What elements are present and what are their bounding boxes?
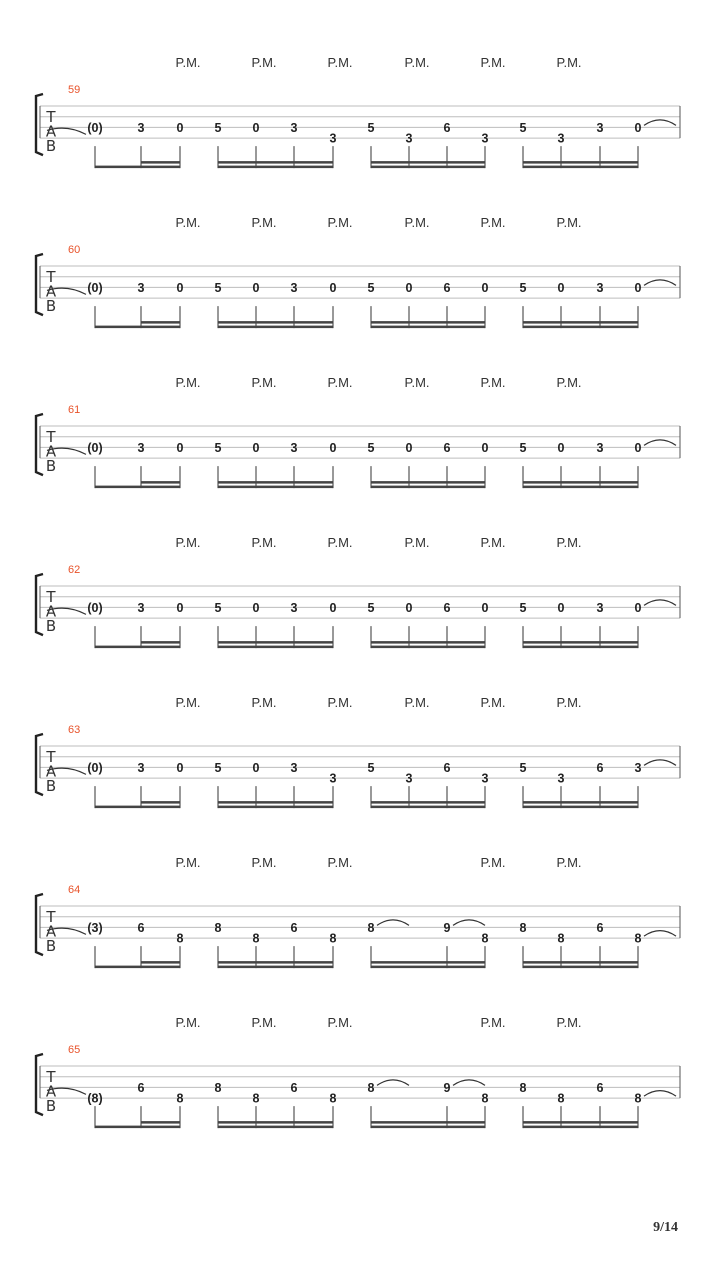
fret-number: 8 [367, 920, 375, 935]
palm-mute-label: P.M. [251, 55, 277, 70]
palm-mute-label: P.M. [251, 535, 277, 550]
fret-number: 6 [443, 600, 451, 615]
tab-clef-letter: B [45, 297, 57, 315]
beam-secondary [371, 961, 485, 964]
beam-secondary [523, 481, 638, 484]
fret-number: 0 [252, 600, 260, 615]
fret-number: 9 [443, 1080, 451, 1095]
fret-number: 5 [519, 120, 527, 135]
beam-primary [371, 486, 485, 489]
beam-primary [218, 966, 333, 969]
tab-clef-letter: B [45, 457, 57, 475]
palm-mute-label: P.M. [480, 1015, 506, 1030]
fret-number: 0 [176, 760, 184, 775]
tab-system-62 [36, 535, 680, 648]
fret-number: (0) [87, 760, 103, 775]
page-number: 9/14 [653, 1220, 678, 1235]
fret-number: 3 [405, 771, 413, 786]
beam-secondary [523, 321, 638, 324]
beam-primary [95, 966, 180, 969]
tie-arc [644, 760, 676, 766]
fret-number: 3 [329, 771, 337, 786]
fret-number: 0 [481, 440, 489, 455]
fret-number: 0 [329, 440, 337, 455]
tie-arc [644, 120, 676, 126]
palm-mute-label: P.M. [556, 855, 582, 870]
tab-clef-letter: B [45, 137, 57, 155]
beam-secondary [523, 161, 638, 164]
palm-mute-label: P.M. [251, 855, 277, 870]
beam-secondary [371, 1121, 485, 1124]
tie-arc [644, 600, 676, 606]
beam-primary [218, 806, 333, 809]
palm-mute-label: P.M. [480, 55, 506, 70]
measure-number: 63 [68, 724, 81, 736]
fret-number: 3 [290, 600, 298, 615]
beam-secondary [523, 801, 638, 804]
fret-number: 6 [596, 760, 604, 775]
fret-number: 0 [176, 120, 184, 135]
fret-number: 6 [137, 1080, 145, 1095]
fret-number: 6 [137, 920, 145, 935]
beam-primary [218, 486, 333, 489]
tab-clef-letter: T [46, 1068, 56, 1086]
fret-number: 8 [519, 920, 527, 935]
fret-number: 6 [290, 920, 298, 935]
beam-primary [523, 486, 638, 489]
fret-number: 0 [634, 120, 642, 135]
fret-number: 3 [557, 771, 565, 786]
fret-number: 3 [290, 120, 298, 135]
fret-number: 8 [176, 1091, 184, 1106]
fret-number: 5 [519, 440, 527, 455]
measure-number: 59 [68, 84, 81, 96]
beam-primary [95, 806, 180, 809]
fret-number: 0 [405, 440, 413, 455]
fret-number: 0 [557, 280, 565, 295]
palm-mute-label: P.M. [404, 695, 430, 710]
fret-number: 0 [405, 600, 413, 615]
palm-mute-label: P.M. [175, 1015, 201, 1030]
fret-number: (3) [87, 920, 103, 935]
fret-number: (0) [87, 600, 103, 615]
fret-number: 3 [634, 760, 642, 775]
fret-number: 5 [214, 600, 222, 615]
tab-clef-letter: T [46, 588, 56, 606]
tie-arc [453, 1080, 485, 1086]
beam-secondary [218, 161, 333, 164]
fret-number: 0 [557, 600, 565, 615]
beam-secondary [218, 641, 333, 644]
beam-primary [523, 646, 638, 649]
measure-number: 61 [68, 404, 81, 416]
fret-number: 5 [367, 280, 375, 295]
tab-clef-letter: B [45, 937, 57, 955]
palm-mute-label: P.M. [175, 855, 201, 870]
palm-mute-label: P.M. [404, 535, 430, 550]
palm-mute-label: P.M. [480, 375, 506, 390]
fret-number: 8 [634, 1091, 642, 1106]
tab-clef-letter: B [45, 617, 57, 635]
beam-primary [95, 1126, 180, 1129]
fret-number: 0 [252, 280, 260, 295]
beam-primary [371, 806, 485, 809]
tab-clef-letter: B [45, 777, 57, 795]
beam-secondary [371, 161, 485, 164]
beam-secondary [218, 481, 333, 484]
fret-number: 8 [481, 1091, 489, 1106]
palm-mute-label: P.M. [556, 55, 582, 70]
tie-arc [453, 920, 485, 926]
beam-primary [218, 646, 333, 649]
palm-mute-label: P.M. [480, 535, 506, 550]
beam-secondary [141, 801, 180, 804]
palm-mute-label: P.M. [251, 375, 277, 390]
beam-primary [218, 166, 333, 169]
fret-number: 3 [481, 131, 489, 146]
fret-number: 3 [290, 280, 298, 295]
beam-secondary [141, 321, 180, 324]
palm-mute-label: P.M. [480, 855, 506, 870]
fret-number: 6 [443, 760, 451, 775]
palm-mute-label: P.M. [327, 375, 353, 390]
fret-number: 3 [481, 771, 489, 786]
beam-primary [523, 806, 638, 809]
fret-number: 3 [557, 131, 565, 146]
fret-number: 3 [137, 760, 145, 775]
tab-clef-letter: T [46, 428, 56, 446]
measure-number: 64 [68, 884, 81, 896]
fret-number: 5 [214, 440, 222, 455]
beam-primary [371, 646, 485, 649]
palm-mute-label: P.M. [480, 215, 506, 230]
tab-clef-letter: A [45, 122, 57, 141]
fret-number: 9 [443, 920, 451, 935]
fret-number: 8 [214, 920, 222, 935]
tab-clef-letter: A [45, 762, 57, 781]
beam-secondary [218, 321, 333, 324]
beam-secondary [523, 1121, 638, 1124]
fret-number: 0 [252, 120, 260, 135]
measure-number: 62 [68, 564, 81, 576]
beam-secondary [141, 481, 180, 484]
palm-mute-label: P.M. [251, 695, 277, 710]
fret-number: 6 [443, 120, 451, 135]
tab-clef-letter: T [46, 748, 56, 766]
palm-mute-label: P.M. [251, 215, 277, 230]
fret-number: 8 [557, 931, 565, 946]
fret-number: 5 [367, 440, 375, 455]
fret-number: 8 [519, 1080, 527, 1095]
tab-system-64 [36, 855, 680, 968]
fret-number: 5 [519, 600, 527, 615]
fret-number: 8 [634, 931, 642, 946]
fret-number: 0 [252, 760, 260, 775]
fret-number: 3 [137, 120, 145, 135]
tab-clef-letter: A [45, 442, 57, 461]
fret-number: 3 [596, 120, 604, 135]
beam-secondary [141, 161, 180, 164]
palm-mute-label: P.M. [327, 695, 353, 710]
palm-mute-label: P.M. [175, 695, 201, 710]
beam-secondary [141, 1121, 180, 1124]
fret-number: 0 [634, 440, 642, 455]
fret-number: 0 [176, 440, 184, 455]
tie-arc [644, 1091, 676, 1097]
beam-primary [523, 326, 638, 329]
tie-arc [377, 1080, 409, 1086]
beam-secondary [371, 481, 485, 484]
fret-number: 8 [329, 1091, 337, 1106]
tab-system-61 [36, 375, 680, 488]
fret-number: 0 [176, 280, 184, 295]
fret-number: 6 [596, 920, 604, 935]
beam-secondary [218, 801, 333, 804]
fret-number: 0 [481, 280, 489, 295]
fret-number: (0) [87, 440, 103, 455]
beam-secondary [523, 961, 638, 964]
fret-number: 8 [329, 931, 337, 946]
fret-number: 3 [329, 131, 337, 146]
fret-number: 8 [252, 931, 260, 946]
fret-number: 8 [367, 1080, 375, 1095]
tab-system-59 [36, 55, 680, 168]
fret-number: 3 [137, 280, 145, 295]
palm-mute-label: P.M. [556, 215, 582, 230]
beam-primary [95, 486, 180, 489]
beam-primary [95, 646, 180, 649]
fret-number: (8) [87, 1091, 103, 1106]
tie-arc [377, 920, 409, 926]
palm-mute-label: P.M. [556, 535, 582, 550]
beam-primary [371, 326, 485, 329]
fret-number: 3 [596, 440, 604, 455]
beam-secondary [141, 641, 180, 644]
measure-number: 60 [68, 244, 81, 256]
palm-mute-label: P.M. [327, 215, 353, 230]
beam-secondary [141, 961, 180, 964]
beam-primary [371, 966, 485, 969]
fret-number: 3 [137, 440, 145, 455]
tab-system-60 [36, 215, 680, 328]
measure-number: 65 [68, 1044, 81, 1056]
fret-number: 8 [214, 1080, 222, 1095]
fret-number: 6 [443, 440, 451, 455]
fret-number: 0 [634, 280, 642, 295]
fret-number: (0) [87, 280, 103, 295]
fret-number: 5 [367, 600, 375, 615]
tab-clef-letter: B [45, 1097, 57, 1115]
palm-mute-label: P.M. [404, 375, 430, 390]
fret-number: 5 [519, 280, 527, 295]
palm-mute-label: P.M. [327, 1015, 353, 1030]
fret-number: 6 [596, 1080, 604, 1095]
fret-number: 3 [596, 600, 604, 615]
beam-secondary [218, 1121, 333, 1124]
fret-number: 3 [596, 280, 604, 295]
palm-mute-label: P.M. [327, 55, 353, 70]
tab-clef-letter: T [46, 268, 56, 286]
beam-secondary [218, 961, 333, 964]
fret-number: (0) [87, 120, 103, 135]
tab-clef-letter: A [45, 1082, 57, 1101]
tie-arc [644, 440, 676, 446]
tab-clef-letter: T [46, 108, 56, 126]
palm-mute-label: P.M. [175, 535, 201, 550]
fret-number: 0 [329, 280, 337, 295]
fret-number: 8 [252, 1091, 260, 1106]
fret-number: 5 [214, 760, 222, 775]
beam-primary [523, 1126, 638, 1129]
fret-number: 5 [214, 280, 222, 295]
fret-number: 0 [405, 280, 413, 295]
fret-number: 0 [557, 440, 565, 455]
fret-number: 0 [176, 600, 184, 615]
beam-primary [95, 166, 180, 169]
beam-primary [218, 326, 333, 329]
fret-number: 3 [290, 440, 298, 455]
beam-secondary [371, 321, 485, 324]
beam-primary [371, 166, 485, 169]
fret-number: 6 [443, 280, 451, 295]
fret-number: 8 [557, 1091, 565, 1106]
beam-primary [523, 166, 638, 169]
palm-mute-label: P.M. [327, 535, 353, 550]
fret-number: 5 [367, 120, 375, 135]
beam-secondary [371, 641, 485, 644]
tab-clef-letter: A [45, 602, 57, 621]
fret-number: 0 [634, 600, 642, 615]
fret-number: 8 [176, 931, 184, 946]
palm-mute-label: P.M. [556, 695, 582, 710]
beam-secondary [371, 801, 485, 804]
palm-mute-label: P.M. [327, 855, 353, 870]
palm-mute-label: P.M. [175, 215, 201, 230]
tab-system-65 [36, 1015, 680, 1128]
tie-arc [644, 280, 676, 286]
fret-number: 8 [481, 931, 489, 946]
palm-mute-label: P.M. [480, 695, 506, 710]
beam-primary [95, 326, 180, 329]
palm-mute-label: P.M. [175, 55, 201, 70]
fret-number: 5 [367, 760, 375, 775]
palm-mute-label: P.M. [175, 375, 201, 390]
tab-system-63 [36, 695, 680, 808]
palm-mute-label: P.M. [556, 1015, 582, 1030]
fret-number: 5 [519, 760, 527, 775]
fret-number: 3 [290, 760, 298, 775]
beam-primary [523, 966, 638, 969]
palm-mute-label: P.M. [404, 215, 430, 230]
beam-primary [218, 1126, 333, 1129]
fret-number: 0 [329, 600, 337, 615]
beam-secondary [523, 641, 638, 644]
fret-number: 3 [137, 600, 145, 615]
fret-number: 0 [252, 440, 260, 455]
fret-number: 5 [214, 120, 222, 135]
tab-clef-letter: A [45, 922, 57, 941]
palm-mute-label: P.M. [251, 1015, 277, 1030]
fret-number: 0 [481, 600, 489, 615]
fret-number: 3 [405, 131, 413, 146]
tab-clef-letter: T [46, 908, 56, 926]
palm-mute-label: P.M. [556, 375, 582, 390]
tie-arc [644, 931, 676, 937]
tab-clef-letter: A [45, 282, 57, 301]
fret-number: 6 [290, 1080, 298, 1095]
beam-primary [371, 1126, 485, 1129]
palm-mute-label: P.M. [404, 55, 430, 70]
